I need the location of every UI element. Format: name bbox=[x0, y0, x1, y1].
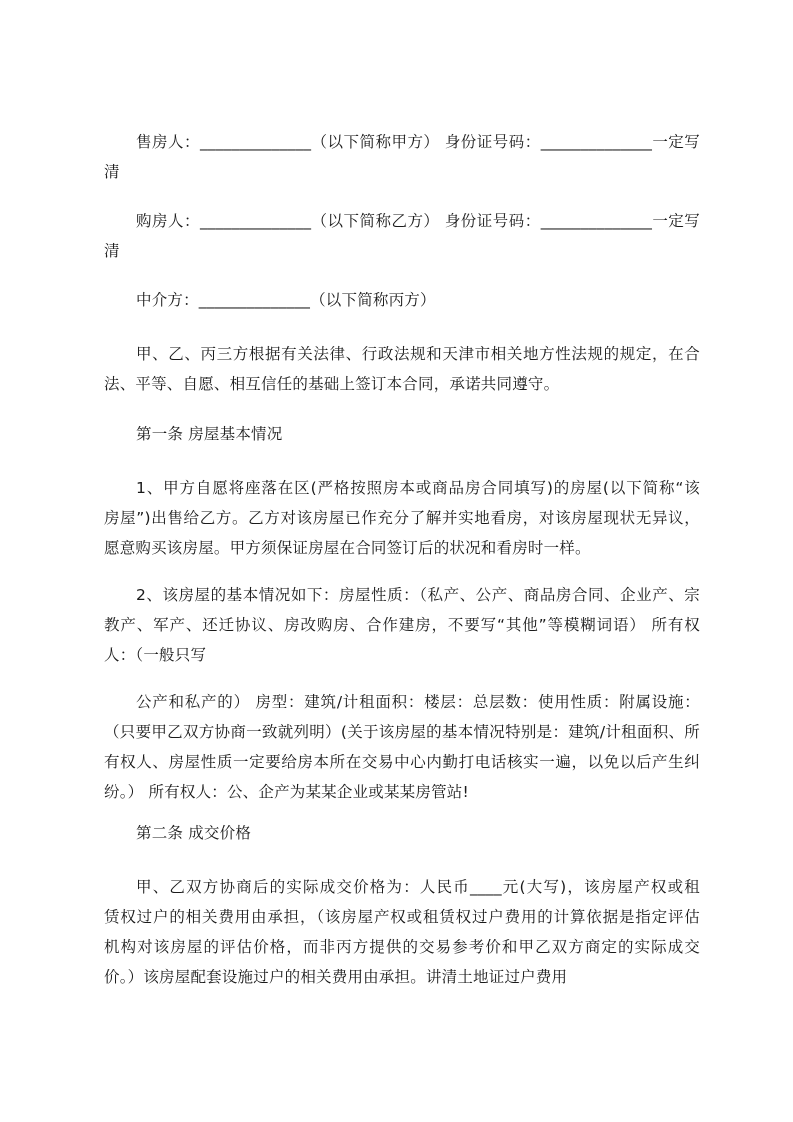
seller-line-2: 清 bbox=[104, 163, 120, 181]
preamble-line-2: 法、平等、自愿、相互信任的基础上签订本合同，承诺共同遵守。 bbox=[104, 375, 560, 393]
a1c3-line-1: 公产和私产的） 房型：建筑/计租面积：楼层：总层数：使用性质：附属设施： bbox=[136, 693, 700, 711]
a1c3-line-3: 有权人、房屋性质一定要给房本所在交易中心内勤打电话核实一遍，以免以后产生纠 bbox=[104, 753, 700, 771]
preamble-line-1: 甲、乙、丙三方根据有关法律、行政法规和天津市相关地方性法规的规定，在合 bbox=[136, 345, 700, 363]
seller-line-1: 售房人：______________（以下简称甲方） 身份证号码：______________一定写 bbox=[136, 133, 700, 151]
agent-paragraph bbox=[104, 285, 700, 315]
a1c1-line-3: 愿意购买该房屋。甲方须保证房屋在合同签订后的状况和看房时一样。 bbox=[104, 539, 591, 557]
article1-clause1 bbox=[104, 473, 700, 563]
a2c1-line-3: 机构对该房屋的评估价格，而非丙方提供的交易参考价和甲乙双方商定的实际成交 bbox=[104, 938, 700, 956]
a1c2-line-2: 教产、军产、还迁协议、房改购房、合作建房，不要写“其他”等模糊词语） 所有权 bbox=[104, 616, 700, 634]
a1c1-line-1: 1、甲方自愿将座落在区(严格按照房本或商品房合同填写)的房屋(以下简称“该 bbox=[136, 479, 700, 497]
article1-heading: 第一条 房屋基本情况 bbox=[136, 425, 283, 443]
buyer-line-1: 购房人：______________（以下简称乙方） 身份证号码：______________一定写 bbox=[136, 212, 700, 230]
article1-clause2 bbox=[104, 580, 700, 670]
a2c1-line-1: 甲、乙双方协商后的实际成交价格为：人民币____元(大写)，该房屋产权或租 bbox=[136, 878, 700, 896]
article2-clause1 bbox=[104, 872, 700, 992]
a2c1-line-2: 赁权过户的相关费用由承担，（该房屋产权或租赁权过户费用的计算依据是指定评估 bbox=[104, 908, 700, 926]
article2-heading-block bbox=[104, 818, 700, 848]
article2-heading: 第二条 成交价格 bbox=[136, 824, 252, 842]
agent-line-1: 中介方：______________（以下简称丙方） bbox=[136, 291, 436, 309]
a1c2-line-3: 人：（一般只写 bbox=[104, 646, 207, 664]
a1c3-line-4: 纷。） 所有权人：公、企产为某某企业或某某房管站! bbox=[104, 783, 469, 801]
a1c2-line-1: 2、该房屋的基本情况如下：房屋性质：（私产、公产、商品房合同、企业产、宗 bbox=[136, 586, 700, 604]
article1-heading-block bbox=[104, 419, 700, 449]
a2c1-line-4: 价。）该房屋配套设施过户的相关费用由承担。讲清土地证过户费用 bbox=[104, 968, 568, 986]
buyer-paragraph bbox=[104, 206, 700, 266]
buyer-line-2: 清 bbox=[104, 242, 120, 260]
article1-clause2-cont bbox=[104, 687, 700, 807]
a1c1-line-2: 房屋”)出售给乙方。乙方对该房屋已作充分了解并实地看房，对该房屋现状无异议， bbox=[104, 509, 700, 527]
a1c3-line-2: （只要甲乙双方协商一致就列明）(关于该房屋的基本情况特别是：建筑/计租面积、所 bbox=[104, 723, 700, 741]
preamble-paragraph bbox=[104, 339, 700, 399]
seller-paragraph bbox=[104, 127, 700, 187]
